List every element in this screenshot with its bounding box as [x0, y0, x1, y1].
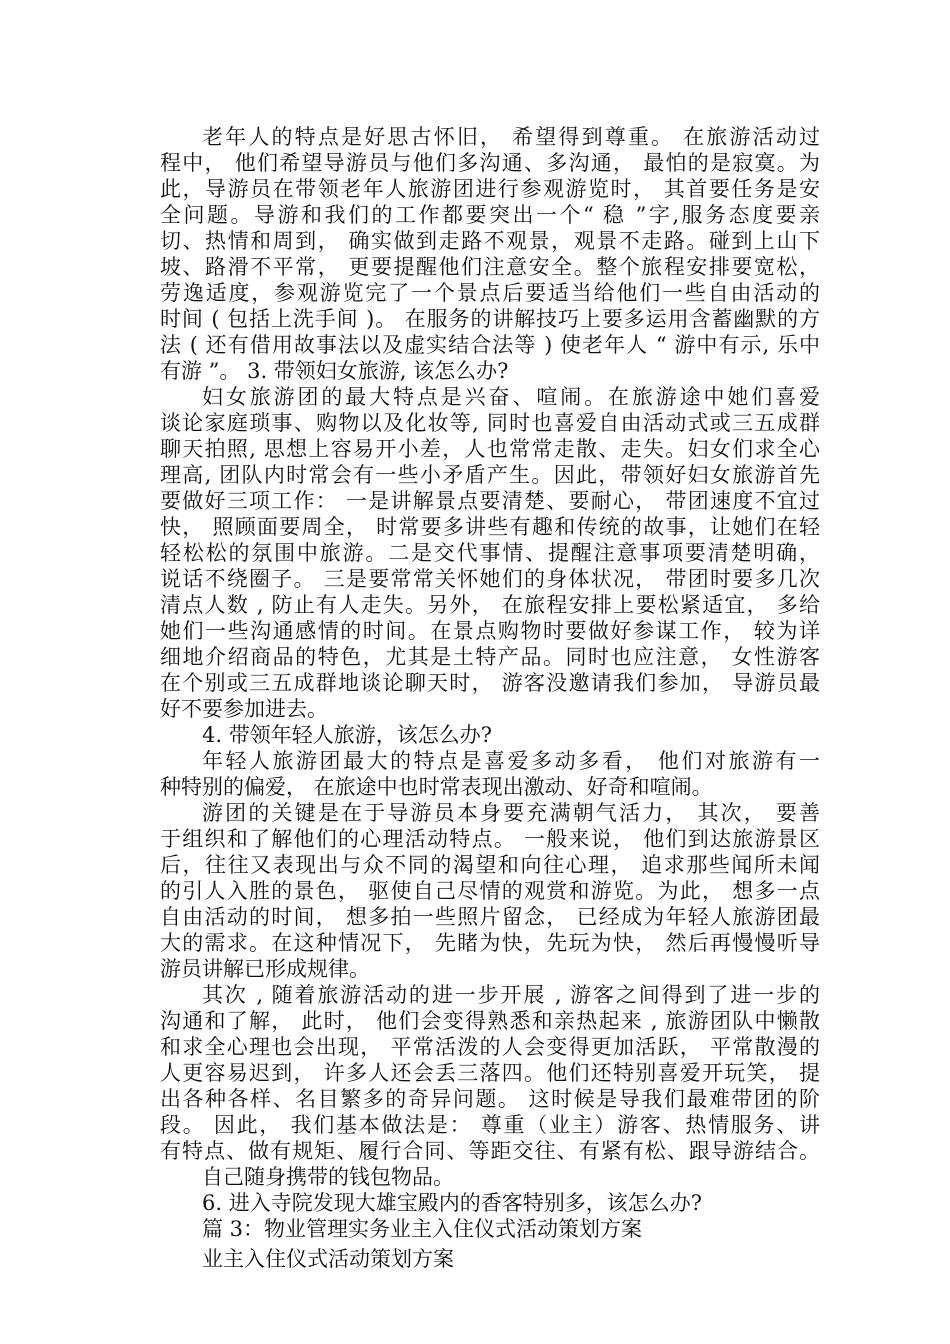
text-line: 和求全心理也会出现， 平常活泼的人会变得更加活跃， 平常散漫的	[160, 1035, 820, 1059]
section-heading: 4. 带领年轻人旅游，该怎么办?	[202, 723, 492, 747]
text-line: 的引人入胜的景色， 驱使自己尽情的观赏和游览。为此， 想多一点	[160, 879, 820, 903]
article-heading: 篇 3：物业管理实务业主入住仪式活动策划方案	[202, 1217, 643, 1241]
text-line: 种特别的偏爱， 在旅途中也时常表现出激动、好奇和喧闹。	[160, 775, 713, 799]
text-line: 游团的关键是在于导游员本身要充满朝气活力， 其次， 要善	[202, 801, 820, 825]
section-heading: 6. 进入寺院发现大雄宝殿内的香客特别多，该怎么办?	[202, 1191, 702, 1215]
text-line: 聊天拍照, 思想上容易开小差，人也常常走散、走失。妇女们求全心	[160, 437, 820, 461]
text-line: 自己随身携带的钱包物品。	[202, 1165, 454, 1189]
text-line: 谈论家庭琐事、购物以及化妆等, 同时也喜爱自由活动式或三五成群	[160, 411, 820, 435]
text-line: 于组织和了解他们的心理活动特点。 一般来说， 他们到达旅游景区	[160, 827, 820, 851]
text-line: 自由活动的时间， 想多拍一些照片留念， 已经成为年轻人旅游团最	[160, 905, 820, 929]
text-line: 有游 ”。 3. 带领妇女旅游, 该怎么办?	[160, 359, 509, 383]
text-line: 程中， 他们希望导游员与他们多沟通、多沟通， 最怕的是寂寞。为	[160, 151, 820, 175]
text-line: 年轻人旅游团最大的特点是喜爱多动多看， 他们对旅游有一	[202, 749, 820, 773]
text-line: 劳逸适度，参观游览完了一个景点后要适当给他们一些自由活动的	[160, 281, 820, 305]
text-line: 坡、路滑不平常， 更要提醒他们注意安全。整个旅程安排要宽松，	[160, 255, 820, 279]
text-line: 段。 因此， 我们基本做法是： 尊重（业主）游客、热情服务、讲	[160, 1113, 820, 1137]
text-line: 说话不绕圈子。 三是要常常关怀她们的身体状况， 带团时要多几次	[160, 567, 820, 591]
text-line: 出各种各样、名目繁多的奇异问题。 这时候是导我们最难带团的阶	[160, 1087, 820, 1111]
text-line: 她们一些沟通感情的时间。在景点购物时要做好参谋工作， 较为详	[160, 619, 820, 643]
text-line: 其次 , 随着旅游活动的进一步开展 , 游客之间得到了进一步的	[202, 983, 820, 1007]
text-line: 清点人数 , 防止有人走失。另外， 在旅程安排上要松紧适宜， 多给	[160, 593, 820, 617]
text-line: 快， 照顾面要周全， 时常要多讲些有趣和传统的故事，让她们在轻	[160, 515, 820, 539]
text-line: 好不要参加进去。	[160, 697, 328, 721]
text-line: 轻松松的氛围中旅游。二是交代事情、提醒注意事项要清楚明确，	[160, 541, 820, 565]
text-line: 后，往往又表现出与众不同的渴望和向往心理， 追求那些闻所未闻	[160, 853, 820, 877]
text-line: 人更容易迟到， 许多人还会丢三落四。他们还特别喜爱开玩笑， 提	[160, 1061, 820, 1085]
text-line: 有特点、做有规矩、履行合同、等距交往、有紧有松、跟导游结合。	[160, 1139, 820, 1163]
text-line: 老年人的特点是好思古怀旧， 希望得到尊重。 在旅游活动过	[202, 125, 820, 149]
text-line: 全问题。导游和我们的工作都要突出一个“ 稳 ”字,服务态度要亲	[160, 203, 820, 227]
text-line: 沟通和了解， 此时， 他们会变得熟悉和亲热起来 , 旅游团队中懒散	[160, 1009, 820, 1033]
text-line: 大的需求。在这种情况下， 先睹为快，先玩为快， 然后再慢慢听导	[160, 931, 820, 955]
text-line: 在个别或三五成群地谈论聊天时， 游客没邀请我们参加， 导游员最	[160, 671, 820, 695]
text-line: 要做好三项工作： 一是讲解景点要清楚、要耐心， 带团速度不宜过	[160, 489, 820, 513]
text-line: 时间 ( 包括上洗手间 )。 在服务的讲解技巧上要多运用含蓄幽默的方	[160, 307, 820, 331]
article-title: 业主入住仪式活动策划方案	[202, 1247, 454, 1271]
text-line: 细地介绍商品的特色，尤其是土特产品。同时也应注意， 女性游客	[160, 645, 820, 669]
text-line: 理高, 团队内时常会有一些小矛盾产生。因此，带领好妇女旅游首先	[160, 463, 820, 487]
text-line: 切、热情和周到， 确实做到走路不观景，观景不走路。碰到上山下	[160, 229, 820, 253]
text-line: 法 ( 还有借用故事法以及虚实结合法等 ) 使老年人 “ 游中有示, 乐中	[160, 333, 820, 357]
text-line: 游员讲解已形成规律。	[160, 957, 370, 981]
text-line: 妇女旅游团的最大特点是兴奋、喧闹。在旅游途中她们喜爱	[202, 385, 820, 409]
text-line: 此，导游员在带领老年人旅游团进行参观游览时， 其首要任务是安	[160, 177, 820, 201]
